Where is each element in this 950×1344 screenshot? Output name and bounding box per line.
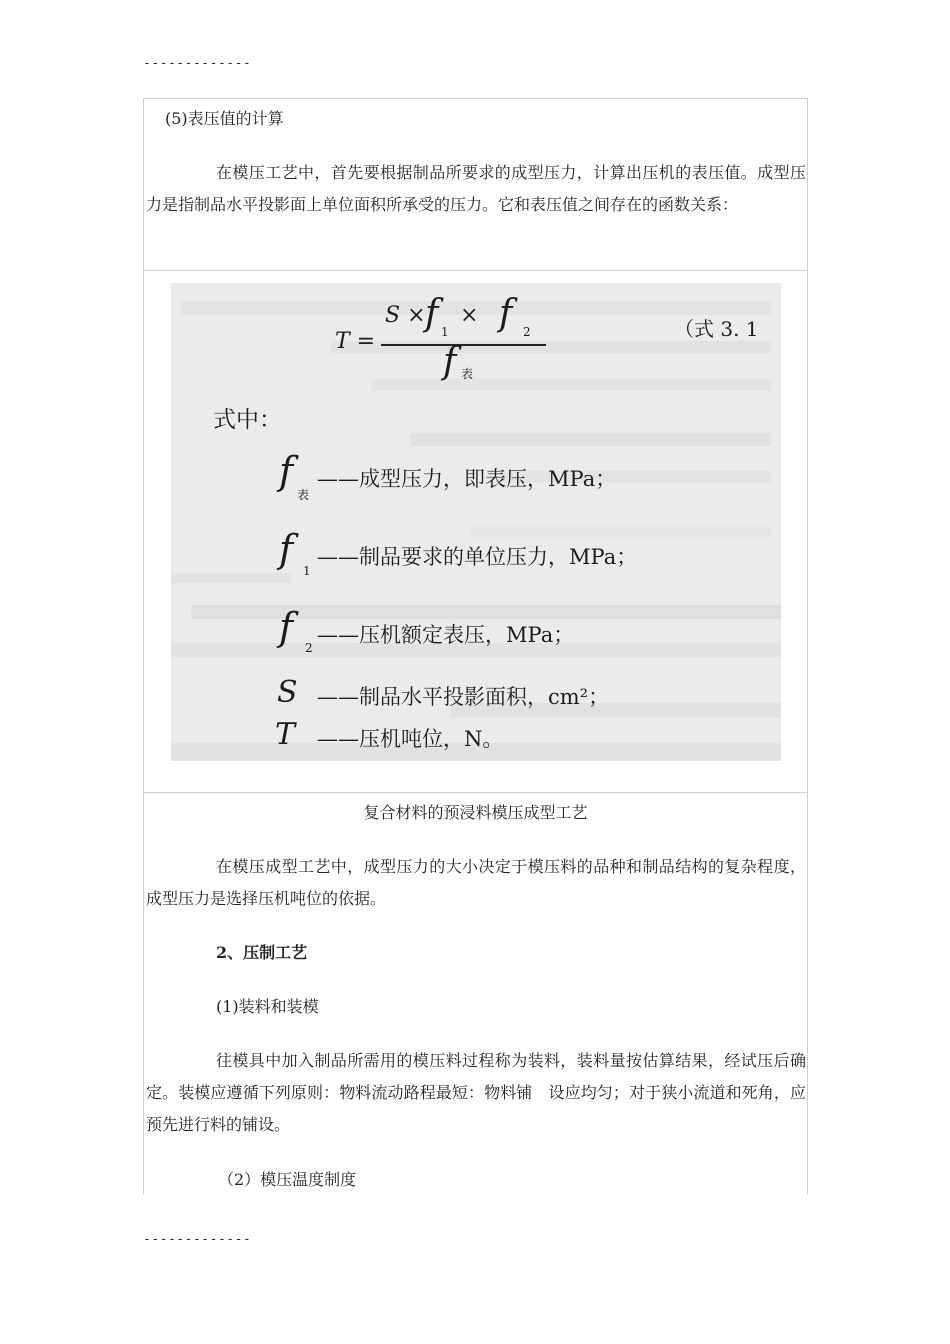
def-sub-3: 2 — [305, 641, 313, 655]
formula-f1-sub: 1 — [441, 325, 449, 339]
def-text-4: ——制品水平投影面积，cm²； — [317, 685, 610, 709]
divider-above-figure — [143, 270, 808, 271]
section2-2-title: （2）模压温度制度 — [218, 1170, 357, 1189]
paragraph-table-pressure: 在模压工艺中，首先要根据制品所要求的成型压力，计算出压机的表压值。成型压力是指制品水平投影面上单位面积所承受的压力。它和表压值之间存在的函数关系： — [146, 163, 806, 214]
paragraph-molding-pressure: 在模压成型工艺中，成型压力的大小决定于模压料的品种和制品结构的复杂程度，成型压力是选择压机吨位的依据。 — [146, 857, 806, 908]
formula-denominator-sub: 表 — [461, 367, 474, 381]
paragraph-charging: 往模具中加入制品所需用的模压料过程称为装料，装料量按估算结果，经试压后确定。装模应遵循下列原则：物料流动路程最短：物料铺 设应均匀；对于狭小流道和死角，应预先进行料的铺设。 — [146, 1051, 806, 1134]
where-label: 式中： — [213, 407, 282, 433]
def-text-5: ——压机吨位，N。 — [317, 727, 504, 751]
formula-times: × — [460, 303, 479, 328]
formula-denominator-f: f — [443, 341, 457, 382]
divider-below-figure — [143, 792, 808, 793]
figure-caption: 复合材料的预浸料模压成型工艺 — [363, 803, 588, 822]
def-symbol-3: f — [279, 605, 294, 649]
fraction-bar — [381, 344, 546, 346]
def-sub-2: 1 — [303, 564, 311, 578]
formula-f2: f — [499, 293, 513, 334]
def-symbol-2: f — [279, 527, 294, 571]
section2-1-title: (1)装料和装模 — [216, 997, 319, 1016]
def-text-1: ——成型压力，即表压，MPa； — [317, 467, 617, 491]
def-symbol-4: S — [277, 675, 298, 710]
formula-f1: f — [425, 293, 439, 334]
section5-title: (5)表压值的计算 — [165, 109, 284, 128]
section2-title: 2、压制工艺 — [216, 943, 308, 962]
def-text-3: ——压机额定表压，MPa； — [317, 623, 575, 647]
def-text-2: ——制品要求的单位压力，MPa； — [317, 545, 638, 569]
formula-figure — [171, 283, 781, 761]
formula-lhs: T = — [335, 329, 376, 354]
def-symbol-5: T — [275, 717, 296, 752]
def-sub-1: 表 — [297, 488, 310, 502]
equation-number: （式 3. 1 — [674, 317, 759, 341]
def-symbol-1: f — [279, 449, 294, 493]
formula-f2-sub: 2 — [523, 325, 531, 339]
header-dashes: ------------- — [143, 56, 252, 71]
formula-s: S × — [385, 303, 426, 328]
footer-dashes: ------------- — [143, 1232, 252, 1247]
